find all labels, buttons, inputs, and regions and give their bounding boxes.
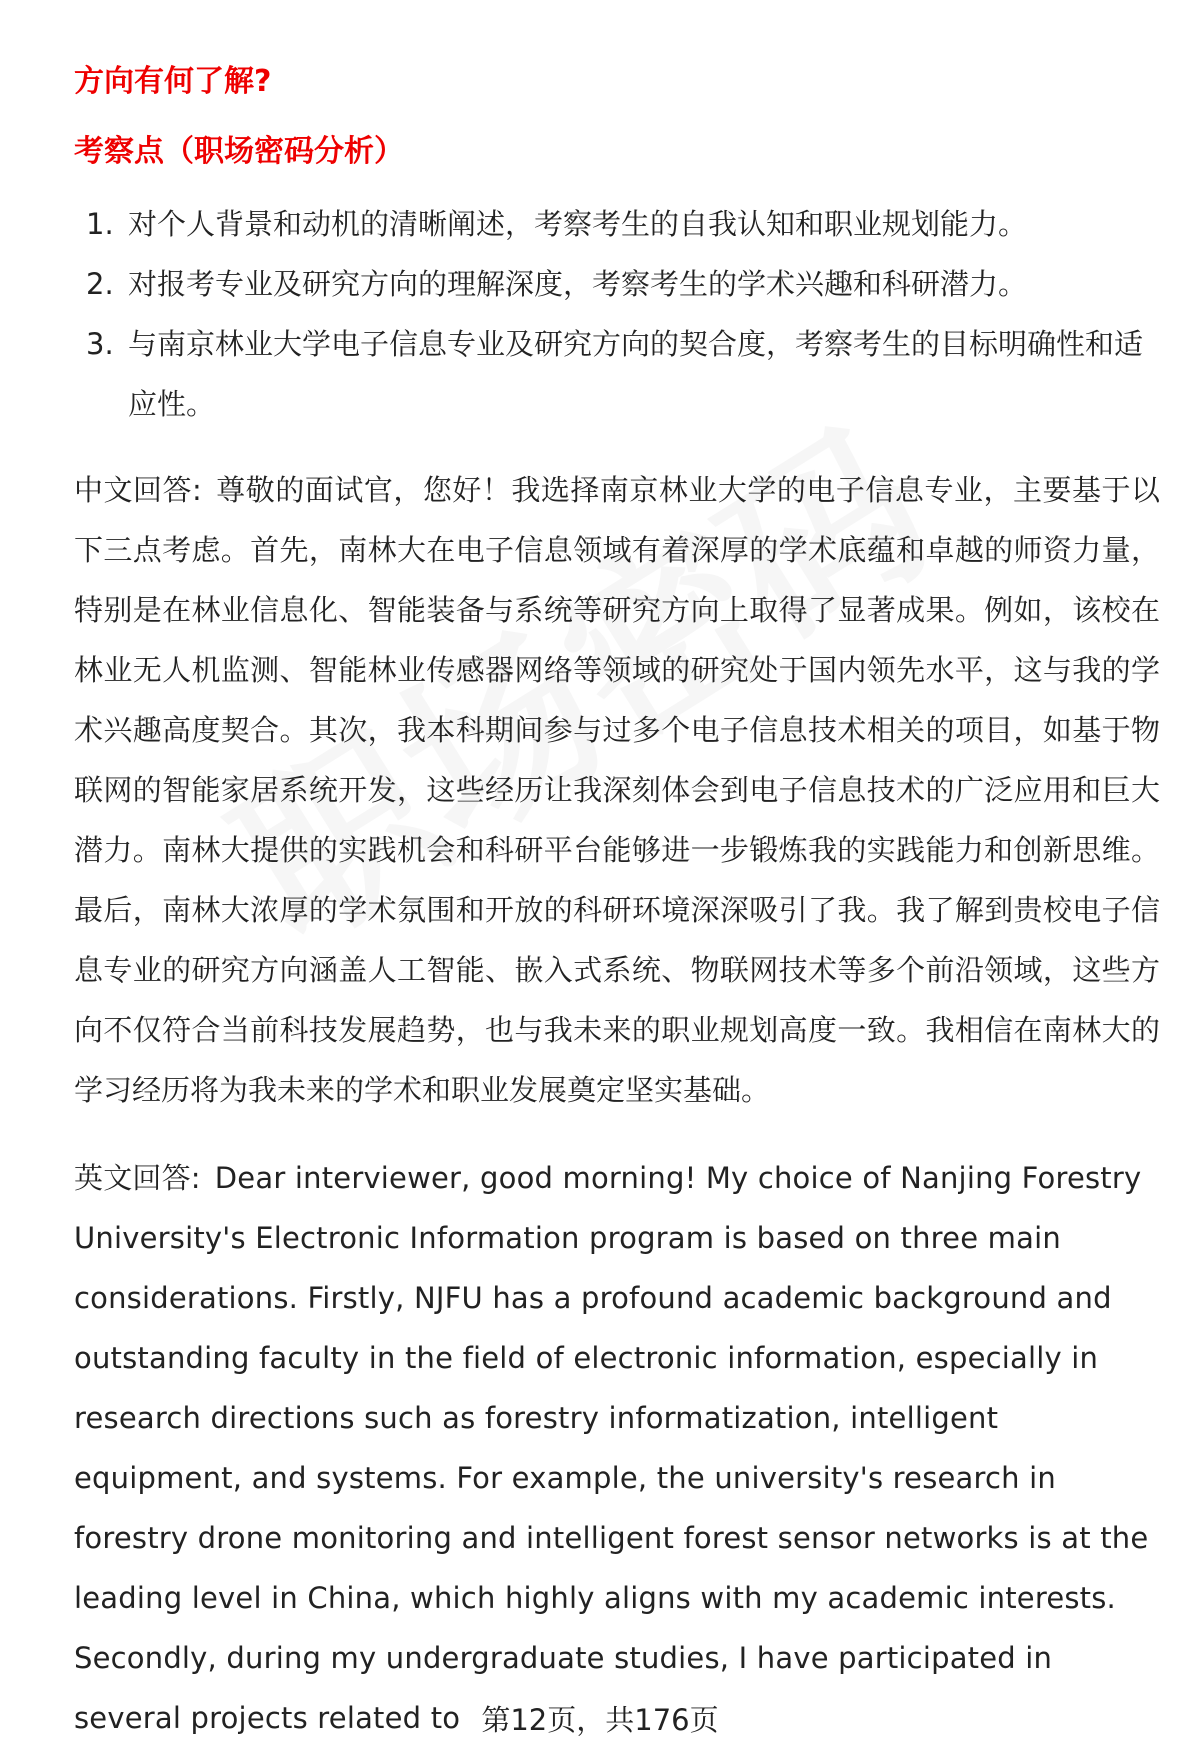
list-item bbox=[74, 314, 1160, 434]
question-heading-tail: 方向有何了解? bbox=[74, 64, 272, 99]
document-page bbox=[74, 52, 1160, 1748]
list-item bbox=[74, 254, 1160, 314]
list-item-text: 对个人背景和动机的清晰阐述，考察考生的自我认知和职业规划能力。 bbox=[128, 207, 1028, 241]
list-item-text: 对报考专业及研究方向的理解深度，考察考生的学术兴趣和科研潜力。 bbox=[128, 267, 1028, 301]
list-item-number: 3. bbox=[86, 327, 114, 361]
english-answer-text: Dear interviewer, good morning! My choice of Nanjing Forestry University's Electronic Information program is based on three main considerations. Firstly, NJFU has a profound academic background and outstanding faculty in the field of electronic information, especially in research directions such as forestry informatization, intelligent equipment, and systems. For example, the university's research in forestry drone monitoring and intelligent forest sensor networks is at the leading level in China, which highly aligns with my academic interests. Secondly, during my undergraduate studies, I have participated in several projects related to bbox=[74, 1161, 1149, 1735]
page-number-footer: 第12页，共176页 bbox=[481, 1703, 719, 1737]
chinese-answer-label: 中文回答: bbox=[74, 473, 202, 507]
chinese-answer-text: 尊敬的面试官，您好！我选择南京林业大学的电子信息专业，主要基于以下三点考虑。首先，南林大在电子信息领域有着深厚的学术底蕴和卓越的师资力量，特别是在林业信息化、智能装备与系统等研究方向上取得了显著成果。例如，该校在林业无人机监测、智能林业传感器网络等领域的研究处于国内领先水平，这与我的学术兴趣高度契合。其次，我本科期间参与过多个电子信息技术相关的项目，如基于物联网的智能家居系统开发，这些经历让我深刻体会到电子信息技术的广泛应用和巨大潜力。南林大提供的实践机会和科研平台能够进一步锻炼我的实践能力和创新思维。最后，南林大浓厚的学术氛围和开放的科研环境深深吸引了我。我了解到贵校电子信息专业的研究方向涵盖人工智能、嵌入式系统、物联网技术等多个前沿领域，这些方向不仅符合当前科技发展趋势，也与我未来的职业规划高度一致。我相信在南林大的学习经历将为我未来的学术和职业发展奠定坚实基础。 bbox=[74, 473, 1160, 1107]
list-item-number: 1. bbox=[86, 207, 114, 241]
analysis-heading: 考察点（职场密码分析） bbox=[74, 134, 404, 169]
list-item bbox=[74, 194, 1160, 254]
list-item-number: 2. bbox=[86, 267, 114, 301]
english-answer-label: 英文回答: bbox=[74, 1161, 201, 1195]
chinese-answer bbox=[74, 460, 1160, 1120]
list-item-text: 与南京林业大学电子信息专业及研究方向的契合度，考察考生的目标明确性和适应性。 bbox=[128, 327, 1144, 421]
english-answer bbox=[74, 1148, 1160, 1748]
analysis-points-list bbox=[74, 194, 1160, 434]
